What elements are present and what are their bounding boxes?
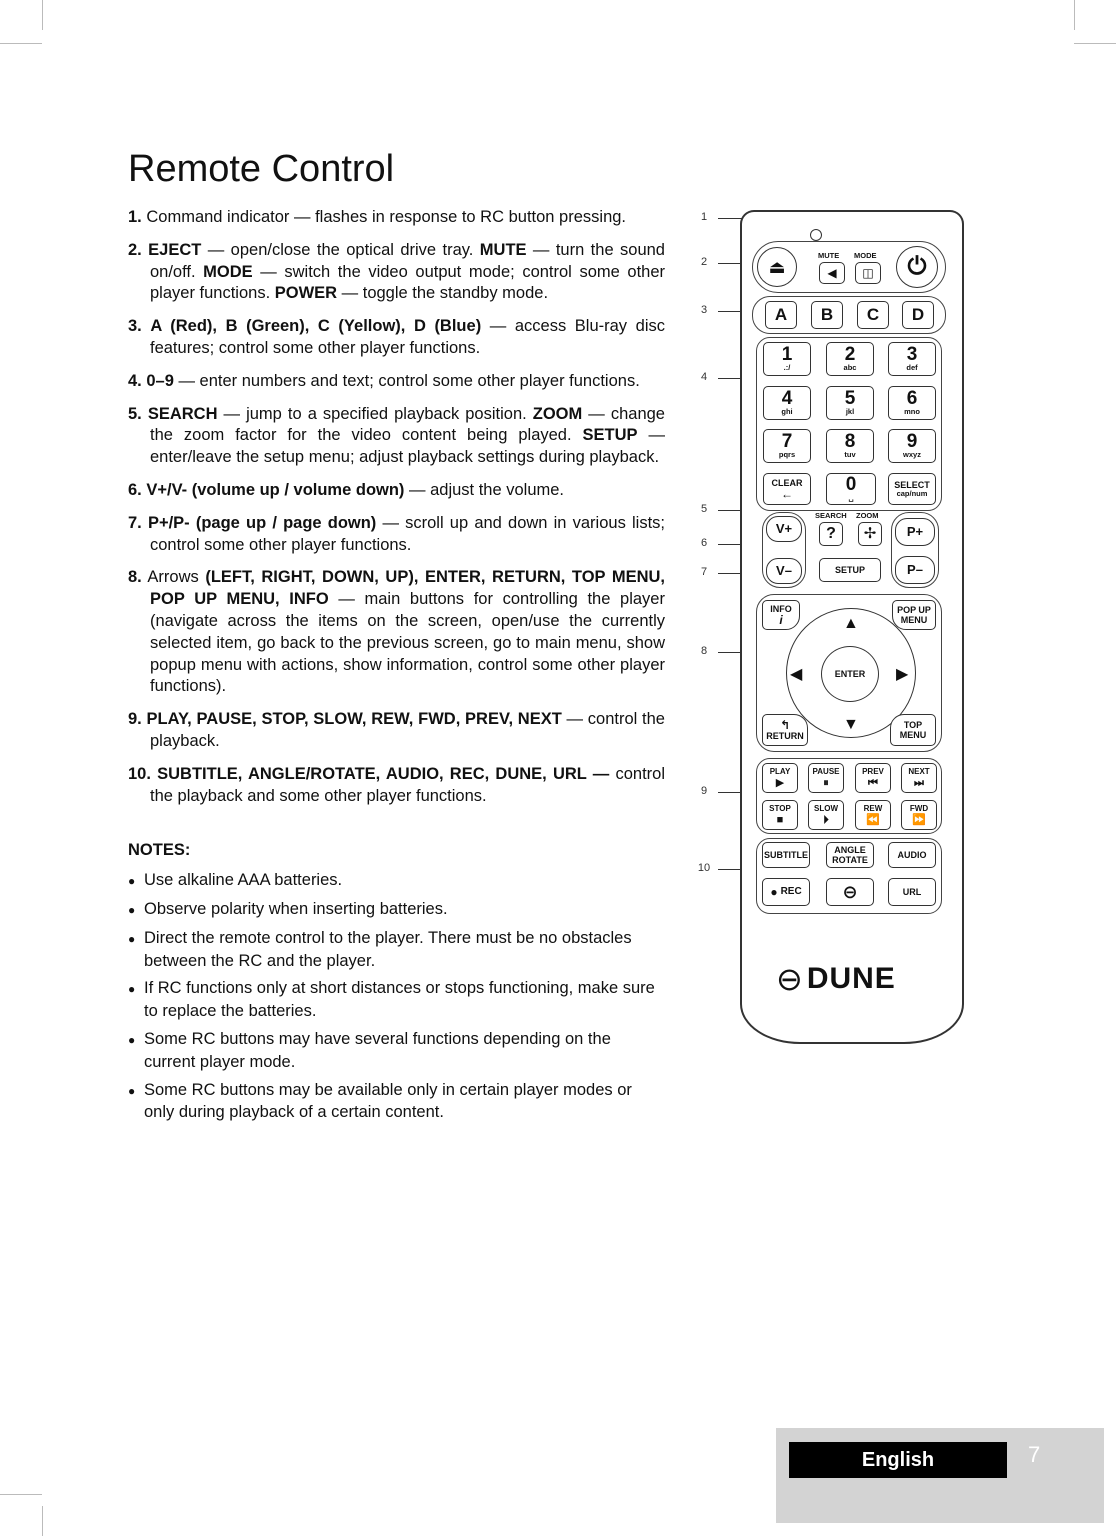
arrow-up-icon: ▲ bbox=[843, 615, 859, 632]
arrow-left-icon: ◀ bbox=[790, 666, 803, 683]
dune-emblem-icon: ⊖ bbox=[776, 961, 803, 997]
slow-button: SLOW ⏵ bbox=[808, 800, 844, 830]
rew-icon: ⏪ bbox=[866, 814, 880, 826]
page-down-button: P– bbox=[895, 556, 935, 584]
item-number: 2. bbox=[128, 240, 142, 259]
item-text: — access Blu-ray disc features; control some other player functions. bbox=[150, 317, 665, 357]
item-keyword: SEARCH bbox=[147, 404, 218, 423]
crop-mark bbox=[42, 0, 43, 30]
eject-icon: ⏏ bbox=[768, 257, 786, 277]
item-keyword: P+/P- (page up / page down) bbox=[147, 513, 377, 532]
info-button: INFO i bbox=[762, 600, 800, 630]
item-number: 6. bbox=[128, 480, 142, 499]
item-4 bbox=[128, 371, 665, 393]
item-text: — main buttons for controlling the player (navigate across the items on the screen, open/use the currently selected item, go back to the previous screen, go to main menu, show popup menu with actions, show information, control some other player functions). bbox=[150, 590, 665, 696]
crop-mark bbox=[0, 43, 42, 44]
item-text: — switch the video output mode; control some other player functions. bbox=[150, 262, 665, 303]
item-3 bbox=[128, 316, 665, 360]
callout-number: 10 bbox=[697, 862, 711, 874]
item-keyword: ZOOM bbox=[532, 404, 583, 423]
stop-button: STOP ■ bbox=[762, 800, 798, 830]
search-label: SEARCH bbox=[815, 511, 847, 520]
dune-button bbox=[826, 878, 874, 906]
page-up-button: P+ bbox=[895, 518, 935, 546]
item-text: control the playback and some other player functions. bbox=[150, 764, 666, 805]
item-6 bbox=[128, 480, 665, 502]
item-keyword: MUTE bbox=[479, 240, 527, 259]
digit-2-button: 2 abc bbox=[826, 342, 874, 376]
zoom-cross-icon: ✢ bbox=[863, 525, 877, 542]
play-button: PLAY ▶ bbox=[762, 763, 798, 793]
item-keyword: 0–9 bbox=[146, 371, 174, 390]
crop-mark bbox=[1074, 43, 1116, 44]
item-number: 3. bbox=[128, 317, 142, 336]
digit-1-button: 1 .:/ bbox=[763, 342, 811, 376]
arrow-right-icon: ▶ bbox=[896, 666, 909, 683]
language-label: English bbox=[789, 1442, 1007, 1478]
return-button: ↰ RETURN bbox=[762, 714, 808, 746]
item-text: — control the playback. bbox=[150, 710, 665, 750]
callout-number: 2 bbox=[700, 256, 708, 268]
volume-up-button: V+ bbox=[766, 516, 802, 542]
item-text: Command indicator — flashes in response to RC button pressing. bbox=[146, 208, 627, 226]
digit-3-button: 3 def bbox=[888, 342, 936, 376]
top-menu-button: TOP MENU bbox=[890, 714, 936, 746]
item-number: 7. bbox=[128, 513, 142, 532]
callout-number: 8 bbox=[700, 645, 708, 657]
item-keyword: V+/V- (volume up / volume down) bbox=[146, 480, 405, 499]
item-9 bbox=[128, 709, 665, 753]
subtitle-button: SUBTITLE bbox=[762, 842, 810, 868]
item-text: — change the zoom factor for the video content being played. bbox=[150, 404, 665, 445]
rew-button: REW ⏪ bbox=[855, 800, 891, 830]
item-text: Arrows bbox=[147, 568, 206, 587]
item-number: 4. bbox=[128, 371, 142, 390]
item-number: 1. bbox=[128, 208, 142, 226]
next-button: NEXT ⏭ bbox=[901, 763, 937, 793]
space-icon: ␣ bbox=[848, 493, 854, 502]
item-text: — jump to a specified playback position. bbox=[217, 404, 533, 423]
item-number: 9. bbox=[128, 710, 142, 729]
mode-button bbox=[855, 262, 881, 284]
rec-button: ● REC bbox=[762, 878, 810, 906]
digit-8-button: 8 tuv bbox=[826, 429, 874, 463]
info-icon: i bbox=[779, 613, 783, 627]
speaker-icon: ◀ bbox=[827, 266, 837, 280]
callout-number: 3 bbox=[700, 304, 708, 316]
clear-button: CLEAR ← bbox=[763, 473, 811, 505]
mode-icon: ◫ bbox=[862, 266, 874, 280]
note-item: ● Some RC buttons may have several functions depending on the current player mode. bbox=[128, 1029, 665, 1074]
zoom-button bbox=[858, 522, 882, 546]
page-number: 7 bbox=[1028, 1442, 1041, 1467]
item-keyword: PLAY, PAUSE, STOP, SLOW, REW, FWD, PREV, NEXT bbox=[146, 710, 562, 729]
prev-button: PREV ⏮ bbox=[855, 763, 891, 793]
zoom-label: ZOOM bbox=[856, 511, 879, 520]
notes-list bbox=[128, 870, 665, 1124]
item-keyword: POWER bbox=[274, 284, 338, 303]
digit-9-button: 9 wxyz bbox=[888, 429, 936, 463]
prev-icon: ⏮ bbox=[868, 777, 878, 789]
enter-button: ENTER bbox=[821, 646, 879, 702]
item-text: — turn the sound on/off. bbox=[150, 240, 665, 281]
digit-7-button: 7 pqrs bbox=[763, 429, 811, 463]
item-text: — enter numbers and text; control some other player functions. bbox=[173, 371, 640, 390]
search-button bbox=[819, 522, 843, 546]
fwd-icon: ⏩ bbox=[912, 814, 926, 826]
item-keyword: SUBTITLE, ANGLE/ROTATE, AUDIO, REC, DUNE, URL — bbox=[157, 764, 610, 783]
item-text: — adjust the volume. bbox=[404, 480, 565, 499]
description-column bbox=[128, 207, 665, 1130]
note-item: ● Use alkaline AAA batteries. bbox=[128, 870, 665, 893]
color-key-c-button: C bbox=[857, 301, 889, 329]
next-icon: ⏭ bbox=[914, 777, 924, 789]
item-number: 5. bbox=[128, 404, 142, 423]
stop-icon: ■ bbox=[776, 814, 784, 826]
callout-number: 9 bbox=[700, 785, 708, 797]
callout-number: 4 bbox=[700, 371, 708, 383]
popup-menu-button: POP UP MENU bbox=[892, 600, 936, 630]
item-keyword: EJECT bbox=[148, 240, 202, 259]
item-number: 10. bbox=[128, 764, 151, 783]
color-key-d-button: D bbox=[902, 301, 934, 329]
angle-rotate-button: ANGLE ROTATE bbox=[826, 842, 874, 868]
callout-number: 5 bbox=[700, 503, 708, 515]
color-key-b-button: B bbox=[811, 301, 843, 329]
mute-label: MUTE bbox=[818, 251, 840, 260]
return-icon: ↰ bbox=[779, 718, 791, 732]
item-10 bbox=[128, 764, 665, 808]
item-7 bbox=[128, 513, 665, 557]
url-button: URL bbox=[888, 878, 936, 906]
item-8 bbox=[128, 567, 665, 698]
item-text: — open/close the optical drive tray. bbox=[201, 240, 480, 259]
dune-logo-icon: ⊖ bbox=[842, 882, 858, 902]
item-2 bbox=[128, 240, 665, 305]
note-item: ● Direct the remote control to the player. There must be no obstacles between the RC and the player. bbox=[128, 928, 665, 973]
item-5 bbox=[128, 404, 665, 469]
arrow-down-icon: ▼ bbox=[843, 716, 859, 733]
command-indicator-icon bbox=[810, 229, 822, 241]
slow-icon: ⏵ bbox=[823, 814, 829, 826]
digit-6-button: 6 mno bbox=[888, 386, 936, 420]
item-text: — toggle the standby mode. bbox=[337, 284, 549, 303]
select-button: SELECT cap/num bbox=[888, 473, 936, 505]
item-keyword: SETUP bbox=[582, 426, 638, 445]
note-item: ● Observe polarity when inserting batteries. bbox=[128, 899, 665, 922]
record-dot-icon: ● bbox=[770, 885, 778, 899]
backspace-icon: ← bbox=[781, 487, 793, 501]
callout-number: 7 bbox=[700, 566, 708, 578]
page-title: Remote Control bbox=[128, 148, 395, 190]
crop-mark bbox=[42, 1506, 43, 1536]
item-list bbox=[128, 207, 665, 807]
note-item: ● Some RC buttons may be available only in certain player modes or only during playback of a certain content. bbox=[128, 1080, 665, 1125]
item-text: — enter/leave the setup menu; adjust playback settings during playback. bbox=[150, 426, 665, 467]
digit-0-button: 0 ␣ bbox=[826, 473, 876, 505]
callout-number: 1 bbox=[700, 211, 708, 223]
notes-title: NOTES: bbox=[128, 841, 191, 860]
mode-label: MODE bbox=[854, 251, 877, 260]
item-number: 8. bbox=[128, 568, 142, 587]
mute-button bbox=[819, 262, 845, 284]
dune-brand-logo: ⊖ DUNE bbox=[776, 961, 896, 997]
fwd-button: FWD ⏩ bbox=[901, 800, 937, 830]
digit-4-button: 4 ghi bbox=[763, 386, 811, 420]
setup-button: SETUP bbox=[819, 558, 881, 582]
digit-5-button: 5 jkl bbox=[826, 386, 874, 420]
item-1 bbox=[128, 207, 665, 229]
pause-button: PAUSE ⏸ bbox=[808, 763, 844, 793]
volume-down-button: V– bbox=[766, 558, 802, 584]
audio-button: AUDIO bbox=[888, 842, 936, 868]
callout-number: 6 bbox=[700, 537, 708, 549]
item-text: — scroll up and down in various lists; control some other player functions. bbox=[150, 513, 665, 554]
pause-icon: ⏸ bbox=[823, 777, 829, 789]
item-keyword: A (Red), B (Green), C (Yellow), D (Blue) bbox=[150, 317, 482, 336]
eject-button bbox=[757, 247, 797, 287]
crop-mark bbox=[1074, 0, 1075, 30]
item-keyword: MODE bbox=[203, 262, 253, 281]
play-icon: ▶ bbox=[775, 777, 785, 789]
item-keyword: (LEFT, RIGHT, DOWN, UP), ENTER, RETURN, TOP MENU, POP UP MENU, INFO bbox=[150, 568, 665, 609]
crop-mark bbox=[0, 1494, 42, 1495]
power-icon: ⏻ bbox=[907, 253, 927, 280]
color-key-a-button: A bbox=[765, 301, 797, 329]
power-button bbox=[896, 246, 938, 288]
question-icon: ? bbox=[826, 525, 836, 542]
note-item: ● If RC functions only at short distances or stops functioning, make sure to replace the batteries. bbox=[128, 978, 665, 1023]
